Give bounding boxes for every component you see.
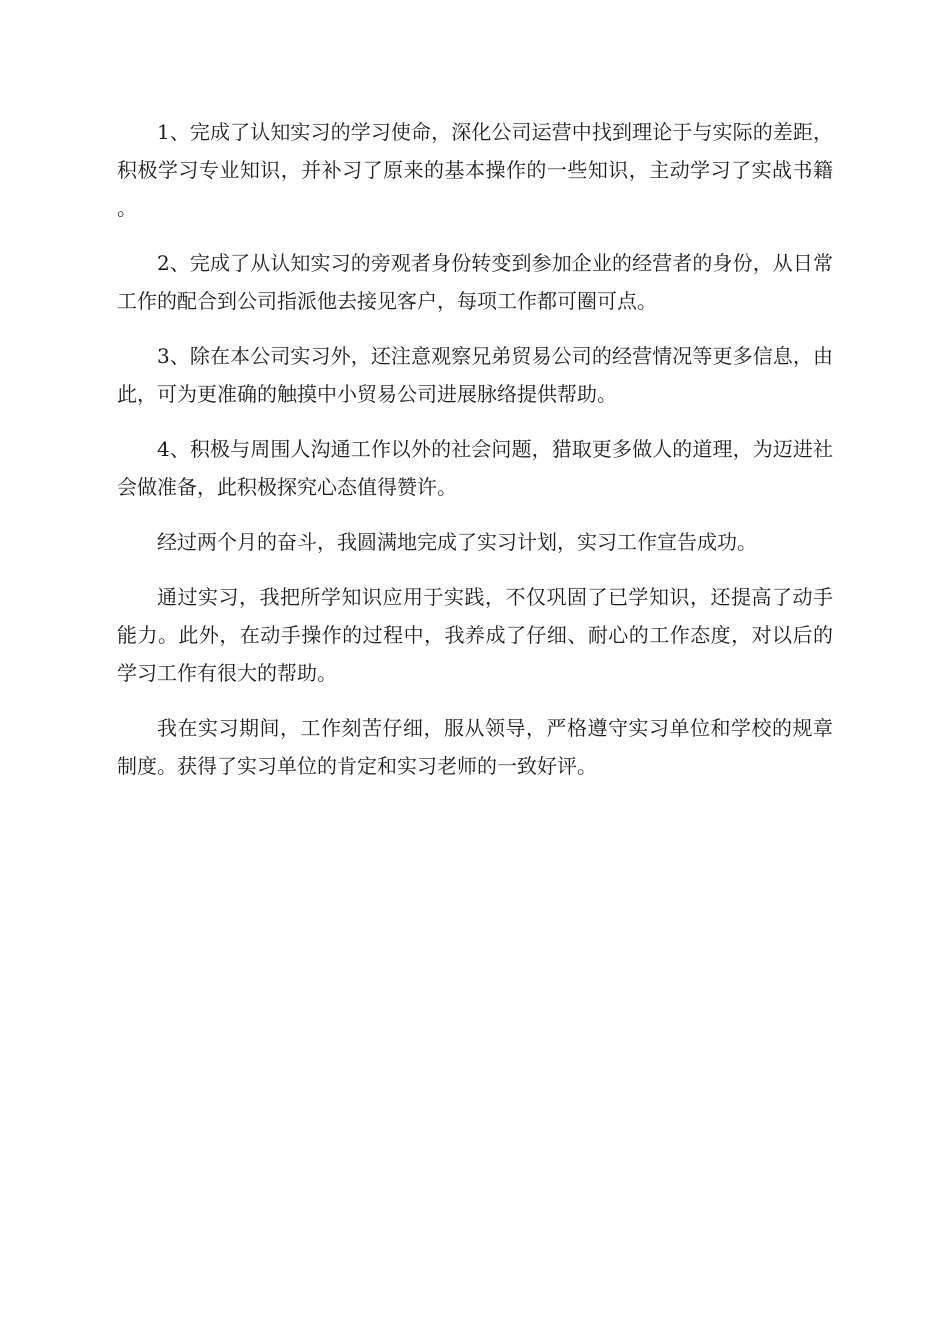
paragraph-7: 我在实习期间，工作刻苦仔细，服从领导，严格遵守实习单位和学校的规章制度。获得了实习单位的肯定和实习老师的一致好评。 <box>117 716 833 778</box>
paragraph-1: 1、完成了认知实习的学习使命，深化公司运营中找到理论于与实际的差距，积极学习专业知识，并补习了原来的基本操作的一些知识，主动学习了实战书籍。 <box>117 120 833 220</box>
paragraph-3: 3、除在本公司实习外，还注意观察兄弟贸易公司的经营情况等更多信息，由此，可为更准确的触摸中小贸易公司进展脉络提供帮助。 <box>117 344 833 406</box>
paragraph-2: 2、完成了从认知实习的旁观者身份转变到参加企业的经营者的身份，从日常工作的配合到公司指派他去接见客户，每项工作都可圈可点。 <box>117 251 833 313</box>
paragraph-4: 4、积极与周围人沟通工作以外的社会问题，猎取更多做人的道理，为迈进社会做准备，此积极探究心态值得赞许。 <box>117 437 833 499</box>
document-body <box>117 113 833 802</box>
paragraph-5: 经过两个月的奋斗，我圆满地完成了实习计划，实习工作宣告成功。 <box>157 530 757 554</box>
paragraph-6: 通过实习，我把所学知识应用于实践，不仅巩固了已学知识，还提高了动手能力。此外，在动手操作的过程中，我养成了仔细、耐心的工作态度，对以后的学习工作有很大的帮助。 <box>117 585 833 685</box>
